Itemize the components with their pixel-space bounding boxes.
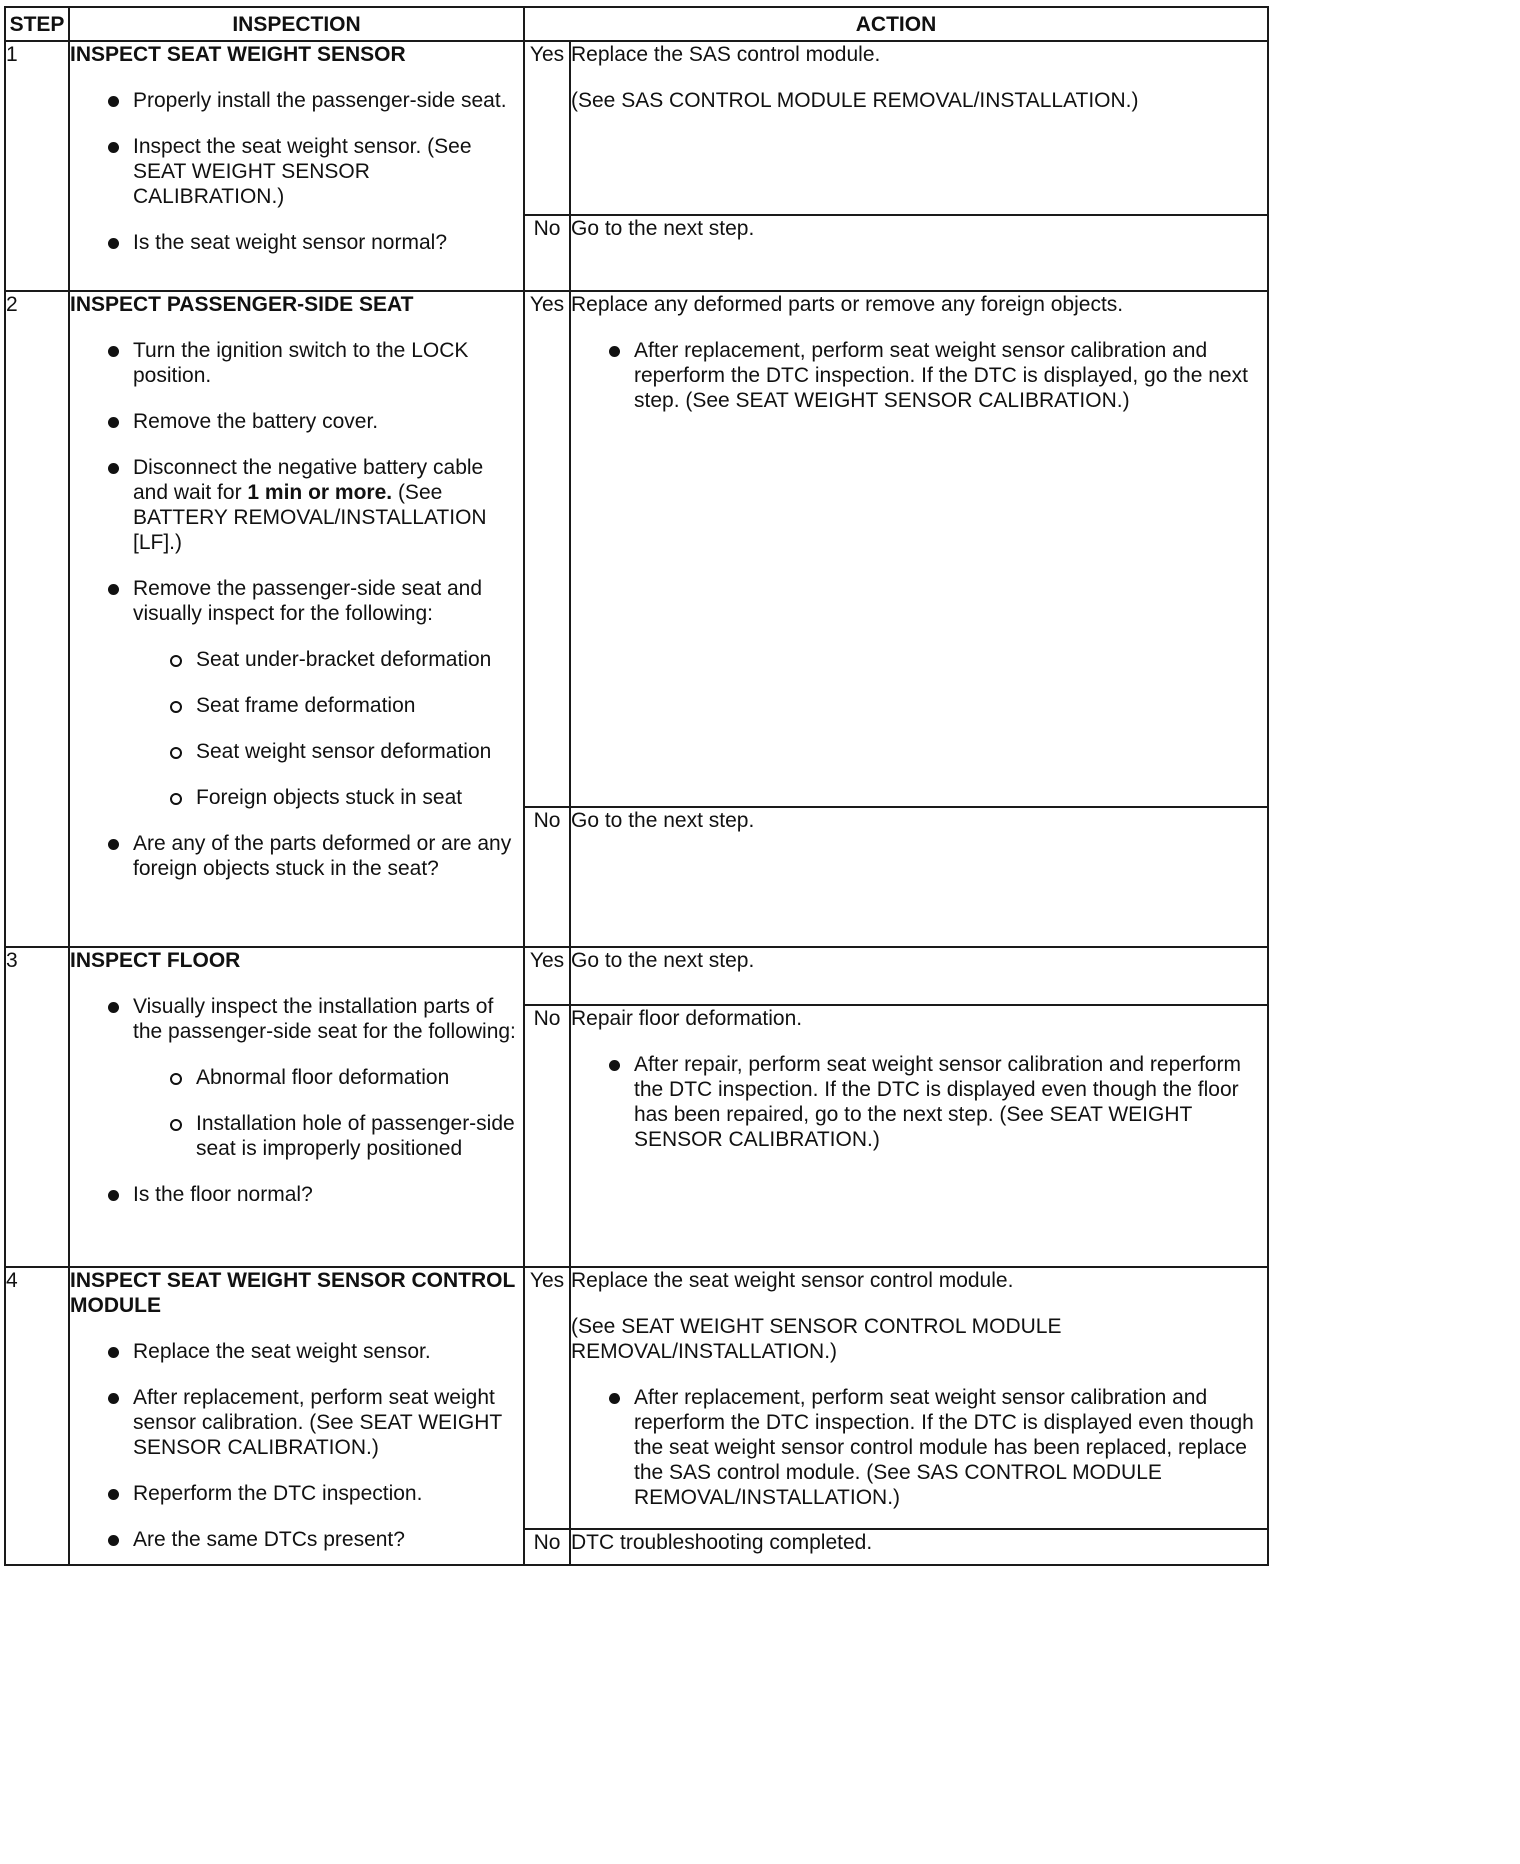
inspection-bullet: Turn the ignition switch to the LOCK position.: [70, 338, 523, 388]
action-text: Replace any deformed parts or remove any foreign objects.: [571, 293, 1124, 316]
yes-action: [570, 291, 1268, 807]
inspection-subitem: Seat frame deformation: [133, 693, 523, 718]
step-2-yes-row: [5, 291, 1268, 807]
inspection-bullet-disconnect: [70, 455, 523, 555]
inspection-bullet: Are the same DTCs present?: [70, 1527, 523, 1552]
no-action: Go to the next step.: [570, 215, 1268, 291]
inspection-subitem: Seat under-bracket deformation: [133, 647, 523, 672]
no-action: [570, 1005, 1268, 1267]
inspection-subitem: Seat weight sensor deformation: [133, 739, 523, 764]
yes-label: Yes: [524, 1267, 570, 1529]
header-row: [5, 7, 1268, 41]
action-text: Repair floor deformation.: [571, 1007, 803, 1030]
step-title: INSPECT SEAT WEIGHT SENSOR: [70, 43, 406, 66]
yes-label: Yes: [524, 41, 570, 215]
step-3-inspection: [69, 947, 524, 1267]
yes-label: Yes: [524, 291, 570, 807]
yes-action: Go to the next step.: [570, 947, 1268, 1005]
bullet-text: Disconnect the negative battery cable and wait for: [133, 456, 484, 504]
no-label: No: [524, 215, 570, 291]
bullet-text: (See BATTERY REMOVAL/INSTALLATION [LF].): [133, 481, 487, 554]
inspection-bullet: Remove the battery cover.: [70, 409, 523, 434]
inspection-subitem: Foreign objects stuck in seat: [133, 785, 523, 810]
no-label: No: [524, 807, 570, 947]
step-number: 1: [5, 41, 69, 291]
step-title: INSPECT SEAT WEIGHT SENSOR CONTROL MODULE: [70, 1269, 515, 1317]
header-action: ACTION: [524, 7, 1268, 41]
step-2-inspection: [69, 291, 524, 947]
step-1-inspection: [69, 41, 524, 291]
action-reference: (See SEAT WEIGHT SENSOR CONTROL MODULE REMOVAL/INSTALLATION.): [571, 1315, 1062, 1363]
action-bullet: After repair, perform seat weight sensor calibration and reperform the DTC inspection. If the DTC is displayed even though the floor has been repaired, go to the next step. (See SEAT WEIGHT SENSOR CALIBRATION.): [571, 1052, 1267, 1152]
bullet-text: Remove the passenger-side seat and visually inspect for the following:: [133, 577, 483, 625]
yes-action: [570, 1267, 1268, 1529]
no-action: DTC troubleshooting completed.: [570, 1529, 1268, 1565]
inspection-bullet: [70, 576, 523, 810]
inspection-bullet: Is the floor normal?: [70, 1182, 523, 1207]
step-4-inspection: [69, 1267, 524, 1565]
no-label: No: [524, 1529, 570, 1565]
bullet-text: Visually inspect the installation parts of the passenger-side seat for the following:: [133, 995, 516, 1043]
step-3-yes-row: [5, 947, 1268, 1005]
no-action: Go to the next step.: [570, 807, 1268, 947]
step-title: INSPECT PASSENGER-SIDE SEAT: [70, 293, 414, 316]
step-title: INSPECT FLOOR: [70, 949, 241, 972]
inspection-bullet: Inspect the seat weight sensor. (See SEAT WEIGHT SENSOR CALIBRATION.): [70, 134, 523, 209]
action-text: Replace the SAS control module.: [571, 43, 881, 66]
inspection-bullet: After replacement, perform seat weight sensor calibration. (See SEAT WEIGHT SENSOR CALIBRATION.): [70, 1385, 523, 1460]
action-reference: (See SAS CONTROL MODULE REMOVAL/INSTALLATION.): [571, 89, 1139, 112]
header-step: STEP: [5, 7, 69, 41]
step-4-yes-row: [5, 1267, 1268, 1529]
emphasis-text: 1 min or more.: [247, 481, 393, 504]
action-bullet: After replacement, perform seat weight sensor calibration and reperform the DTC inspection. If the DTC is displayed even though the seat weight sensor control module has been replaced, replace the SAS control module. (See SAS CONTROL MODULE REMOVAL/INSTALLATION.): [571, 1385, 1267, 1510]
inspection-bullet: Reperform the DTC inspection.: [70, 1481, 523, 1506]
no-label: No: [524, 1005, 570, 1267]
step-number: 4: [5, 1267, 69, 1565]
inspection-bullet: Are any of the parts deformed or are any foreign objects stuck in the seat?: [70, 831, 523, 881]
action-text: Replace the seat weight sensor control module.: [571, 1269, 1014, 1292]
step-number: 3: [5, 947, 69, 1267]
inspection-subitem: Abnormal floor deformation: [133, 1065, 523, 1090]
step-number: 2: [5, 291, 69, 947]
troubleshooting-table: [4, 6, 1269, 1566]
header-inspection: INSPECTION: [69, 7, 524, 41]
inspection-bullet: Replace the seat weight sensor.: [70, 1339, 523, 1364]
action-bullet: After replacement, perform seat weight sensor calibration and reperform the DTC inspection. If the DTC is displayed, go the next step. (See SEAT WEIGHT SENSOR CALIBRATION.): [571, 338, 1267, 413]
inspection-bullet: Is the seat weight sensor normal?: [70, 230, 523, 255]
step-1-yes-row: [5, 41, 1268, 215]
inspection-bullet: [70, 994, 523, 1161]
inspection-bullet: Properly install the passenger-side seat.: [70, 88, 523, 113]
yes-action: [570, 41, 1268, 215]
inspection-subitem: Installation hole of passenger-side seat is improperly positioned: [133, 1111, 523, 1161]
yes-label: Yes: [524, 947, 570, 1005]
